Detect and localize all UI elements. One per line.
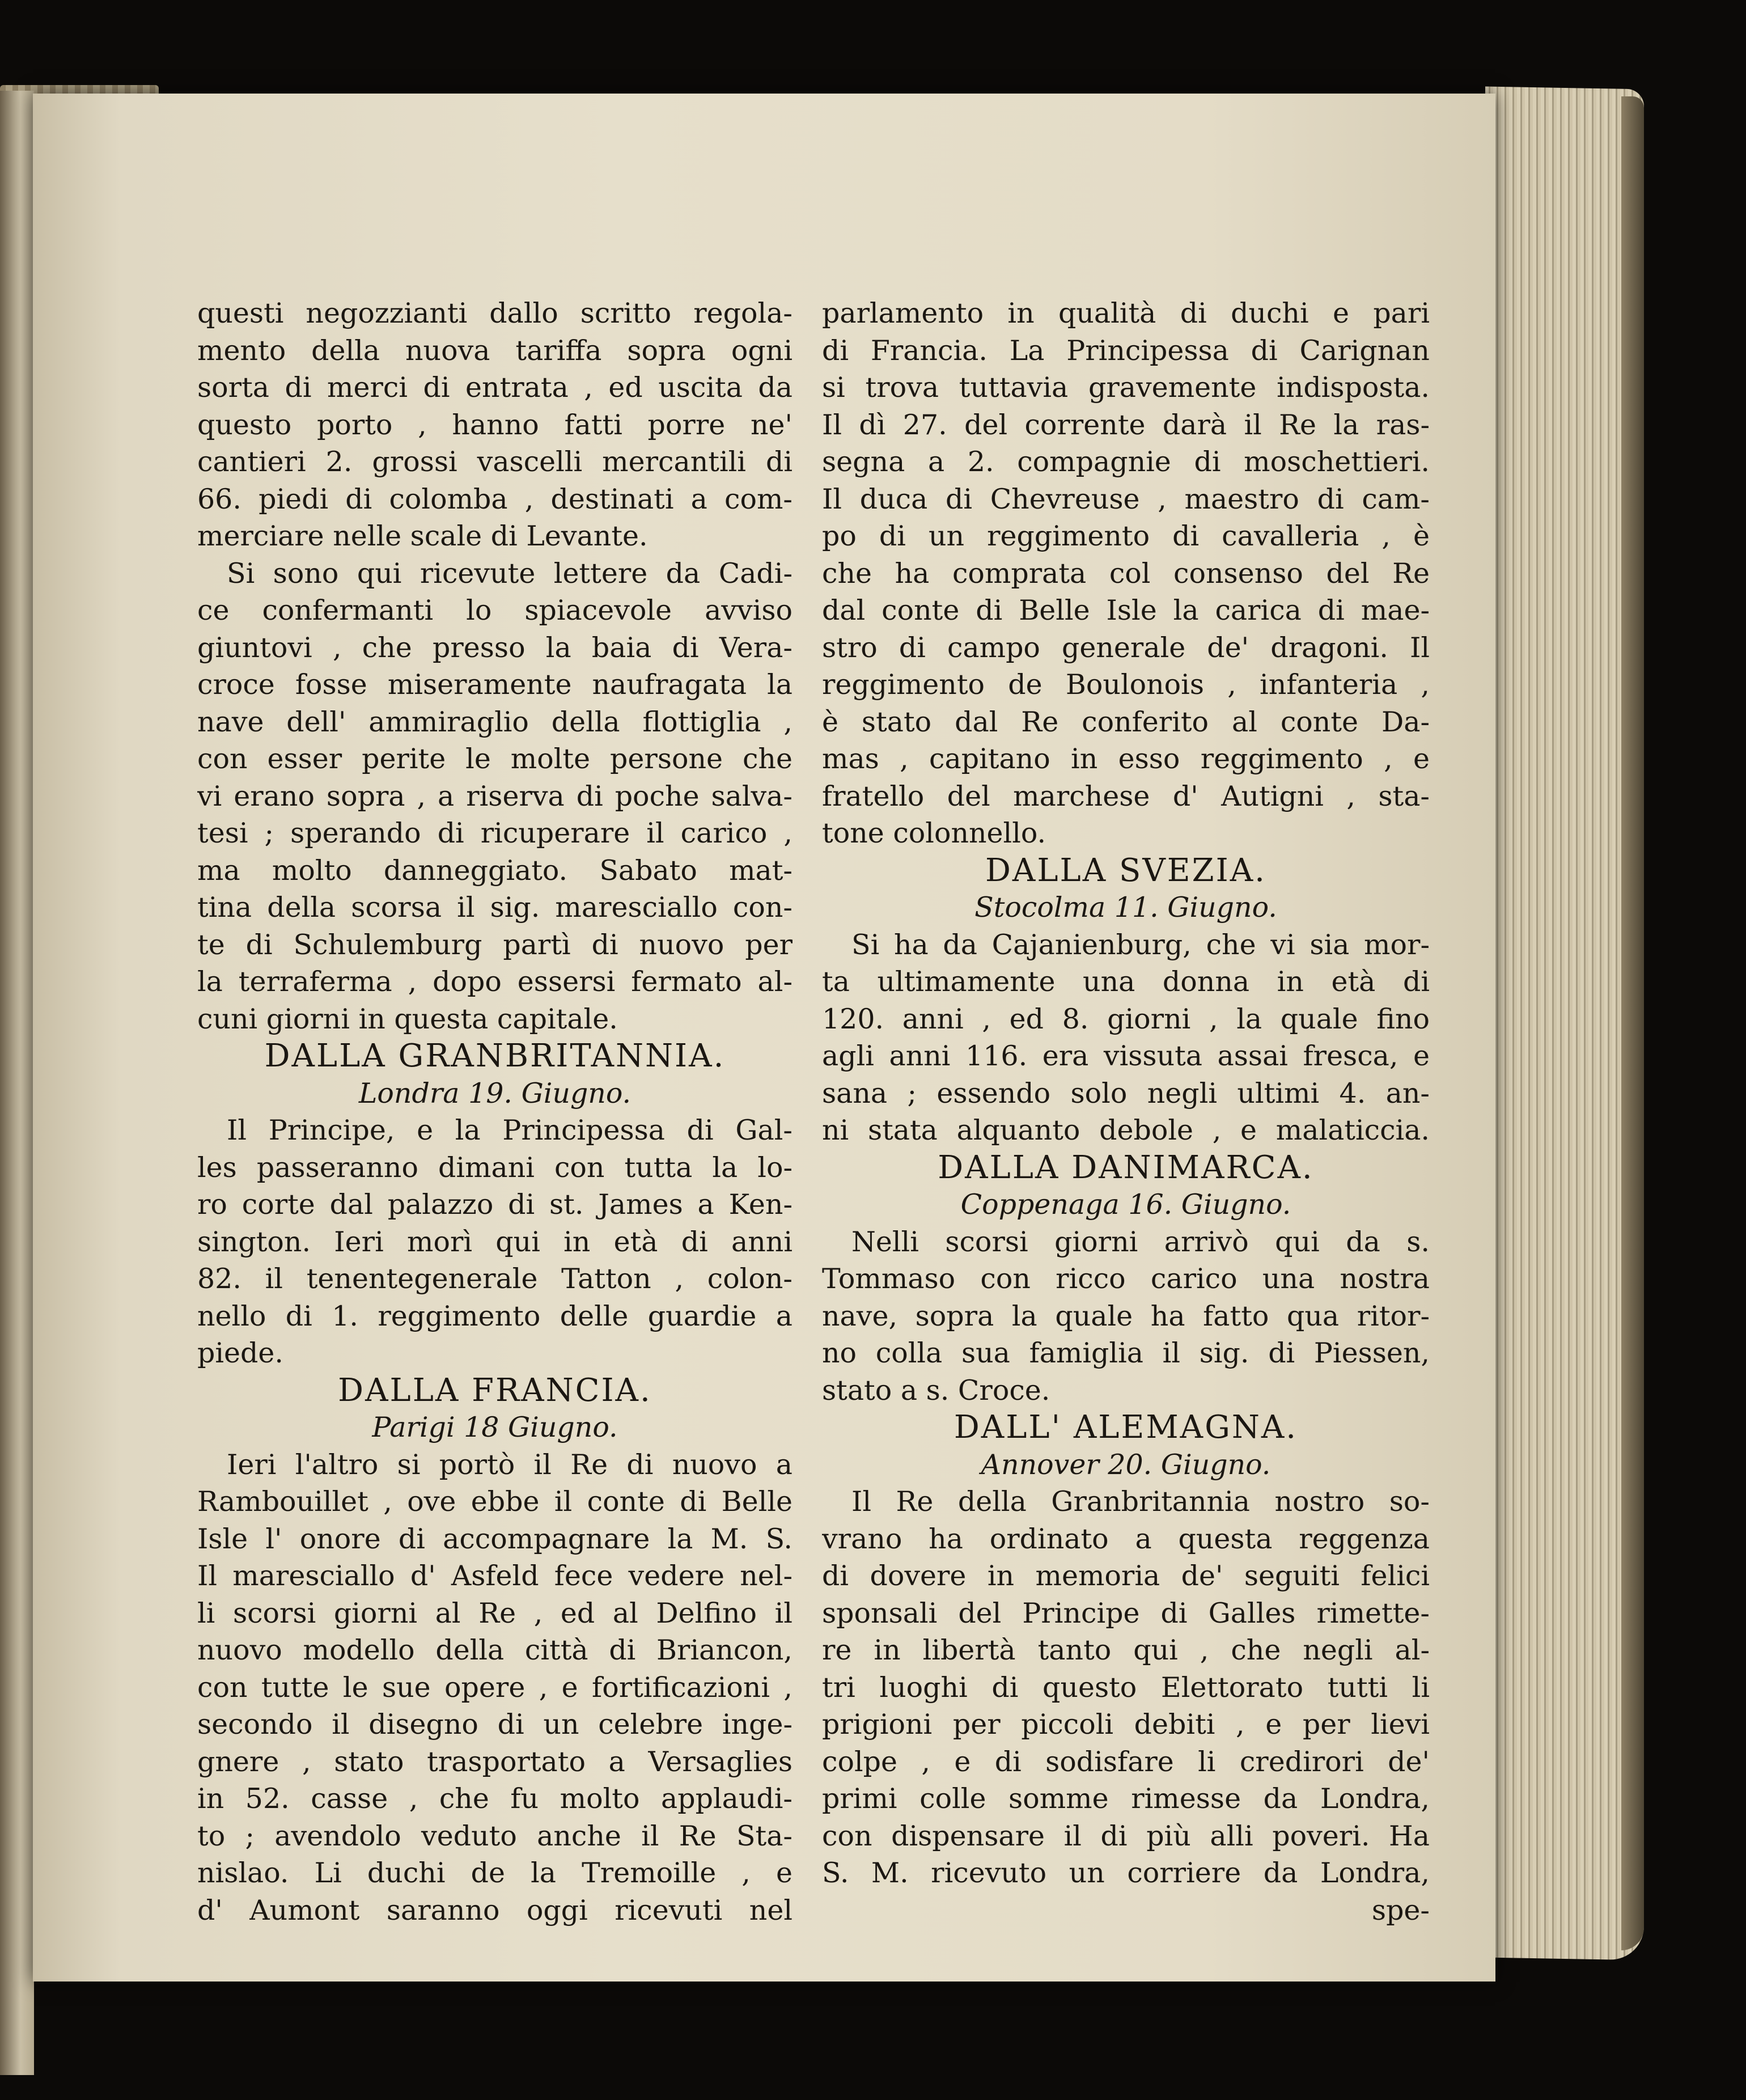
text-line: gnere , stato trasportato a Versaglies [197,1745,793,1778]
text-line: tone colonnello. [822,817,1046,849]
text-line: con tutte le sue opere , e fortificazioni , [197,1671,793,1704]
text-line: ta ultimamente una donna in età di [822,966,1430,998]
text-line: segna a 2. compagnie di moschettieri. [822,446,1430,478]
text-line: con esser perite le molte persone che [197,743,793,775]
text-line: fratello del marchese d' Autigni , sta- [822,780,1430,812]
text-line: sington. Ieri morì qui in età di anni [197,1225,793,1258]
book-page [33,94,1495,1982]
section-heading: DALLA GRANBRITANNIA. [264,1038,726,1074]
text-line: nuovo modello della città di Briancon, [197,1634,793,1666]
text-line: giuntovi , che presso la baia di Vera- [197,631,793,664]
text-line: prigioni per piccoli debiti , e per lievi [822,1708,1430,1741]
text-line: te di Schulemburg partì di nuovo per [197,928,793,961]
text-line: reggimento de Boulonois , infanteria , [822,668,1430,701]
text-line: sorta di merci di entrata , ed uscita da [197,371,793,404]
text-line: tina della scorsa il sig. maresciallo con- [197,891,793,924]
text-line: 82. il tenentegenerale Tatton , colon- [197,1263,793,1295]
section-heading: DALLA SVEZIA. [985,852,1266,889]
text-line: cuni giorni in questa capitale. [197,1002,618,1035]
dateline: Coppenaga 16. Giugno. [960,1188,1291,1221]
right-text-column [822,295,1430,1929]
facing-page-edge [0,91,34,2075]
dateline: Londra 19. Giugno. [358,1077,632,1110]
text-line: ma molto danneggiato. Sabato mat- [197,854,793,887]
text-line: si trova tuttavia gravemente indisposta. [822,371,1430,404]
text-line: S. M. ricevuto un corriere da Londra, [822,1857,1430,1889]
text-line: la terraferma , dopo essersi fermato al- [197,966,793,998]
text-line: di dovere in memoria de' seguiti felici [822,1560,1430,1592]
text-line: nislao. Li duchi de la Tremoille , e [197,1857,793,1889]
text-line: Il Re della Granbritannia nostro so- [851,1485,1430,1518]
text-line: in 52. casse , che fu molto applaudi- [197,1783,793,1815]
text-line: stato a s. Croce. [822,1374,1050,1407]
text-line: mas , capitano in esso reggimento , e [822,743,1430,775]
text-line: ro corte dal palazzo di st. James a Ken- [197,1188,793,1221]
text-line: è stato dal Re conferito al conte Da- [822,705,1430,738]
text-line: questo porto , hanno fatti porre ne' [197,408,793,441]
text-line: Ieri l'altro si portò il Re di nuovo a [227,1448,793,1481]
text-line: no colla sua famiglia il sig. di Piessen, [822,1337,1430,1369]
text-line: po di un reggimento di cavalleria , è [822,520,1430,552]
text-line: Tommaso con ricco carico una nostra [822,1263,1430,1295]
text-line: nave, sopra la quale ha fatto qua ritor- [822,1299,1430,1332]
text-line: vi erano sopra , a riserva di poche salva- [197,780,793,812]
text-line: 120. anni , ed 8. giorni , la quale fino [822,1002,1430,1035]
dateline: Parigi 18 Giugno. [372,1411,618,1443]
text-line: Rambouillet , ove ebbe il conte di Belle [197,1485,793,1518]
text-line: to ; avendolo veduto anche il Re Sta- [197,1819,793,1852]
text-line: di Francia. La Principessa di Carignan [822,334,1430,367]
page-block-edge [1485,87,1644,1961]
text-line: Il maresciallo d' Asfeld fece vedere nel- [197,1560,793,1592]
text-line: tri luoghi di questo Elettorato tutti li [822,1671,1430,1704]
dateline: Annover 20. Giugno. [981,1448,1271,1481]
text-line: Il duca di Chevreuse , maestro di cam- [822,482,1430,515]
text-line: Il Principe, e la Principessa di Gal- [227,1114,793,1146]
text-line: con dispensare il di più alli poveri. Ha [822,1819,1430,1852]
text-line: vrano ha ordinato a questa reggenza [822,1522,1430,1555]
text-line: parlamento in qualità di duchi e pari [822,297,1430,329]
text-line: ce confermanti lo spiacevole avviso [197,594,793,626]
text-line: nello di 1. reggimento delle guardie a [197,1299,793,1332]
text-line: questi negozzianti dallo scritto regola- [197,297,793,329]
text-line: Si ha da Cajanienburg, che vi sia mor- [851,928,1430,961]
text-line: dal conte di Belle Isle la carica di mae- [822,594,1430,626]
catchword: spe- [1371,1894,1430,1927]
text-line: Si sono qui ricevute lettere da Cadi- [227,557,793,590]
text-line: les passeranno dimani con tutta la lo- [197,1151,793,1184]
text-line: 66. piedi di colomba , destinati a com- [197,482,793,515]
text-line: merciare nelle scale di Levante. [197,520,648,552]
text-line: ni stata alquanto debole , e malaticcia. [822,1114,1430,1146]
section-heading: DALLA DANIMARCA. [938,1149,1314,1186]
left-text-column [197,295,793,1929]
text-line: sponsali del Principe di Galles rimette- [822,1597,1430,1629]
text-line: stro di campo generale de' dragoni. Il [822,631,1430,664]
text-line: Isle l' onore di accompagnare la M. S. [197,1522,793,1555]
text-line: mento della nuova tariffa sopra ogni [197,334,793,367]
section-heading: DALLA FRANCIA. [338,1371,652,1409]
text-line: croce fosse miseramente naufragata la [197,668,793,701]
text-line: agli anni 116. era vissuta assai fresca, e [822,1040,1430,1072]
text-line: colpe , e di sodisfare li credirori de' [822,1745,1430,1778]
text-line: che ha comprata col consenso del Re [822,557,1430,590]
text-line: nave dell' ammiraglio della flottiglia , [197,705,793,738]
text-line: Il dì 27. del corrente darà il Re la ras- [822,408,1430,441]
text-line: primi colle somme rimesse da Londra, [822,1783,1430,1815]
text-line: Nelli scorsi giorni arrivò qui da s. [851,1225,1430,1258]
text-line: secondo il disegno di un celebre inge- [197,1708,793,1741]
text-line: d' Aumont saranno oggi ricevuti nel [197,1894,793,1927]
text-line: cantieri 2. grossi vascelli mercantili di [197,446,793,478]
text-line: piede. [197,1337,283,1369]
text-line: re in libertà tanto qui , che negli al- [822,1634,1430,1666]
text-line: tesi ; sperando di ricuperare il carico , [197,817,793,849]
page-block-shadow [1621,96,1644,1950]
text-line: sana ; essendo solo negli ultimi 4. an- [822,1077,1430,1110]
section-heading: DALL' ALEMAGNA. [953,1409,1298,1446]
text-line: li scorsi giorni al Re , ed al Delfino il [197,1597,793,1629]
dateline: Stocolma 11. Giugno. [974,891,1277,924]
